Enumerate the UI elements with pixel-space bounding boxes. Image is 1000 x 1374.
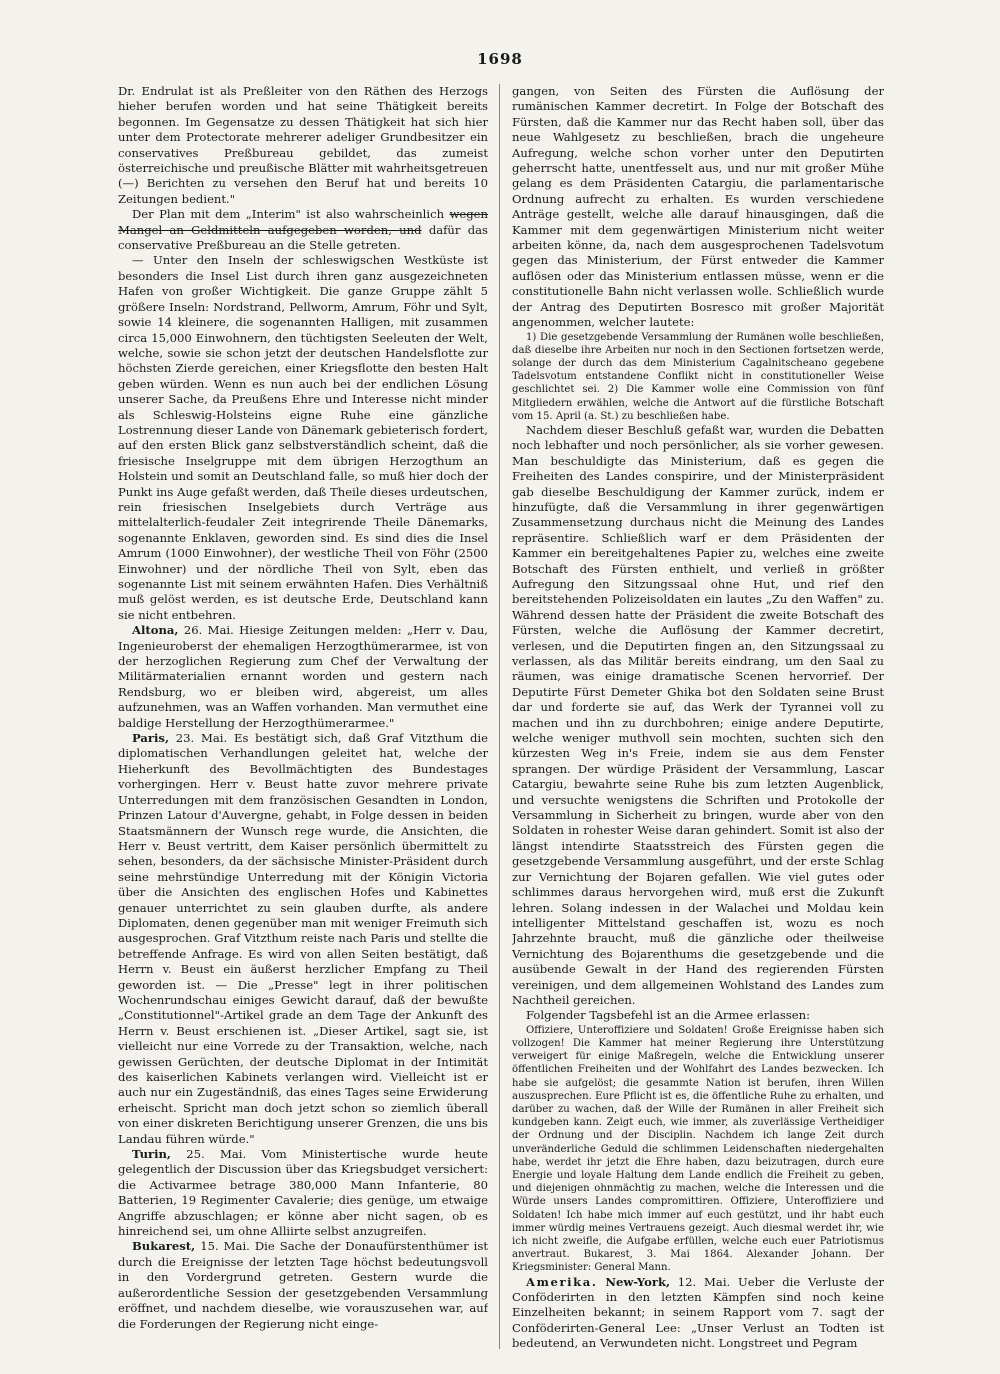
army-order-intro: Folgender Tagsbefehl ist an die Armee erlassen: (526, 1008, 810, 1023)
article-bukarest-continued: gangen, von Seiten des Fürsten die Auflösung der rumänischen Kammer decretirt. In Folge der Botschaft des Fürsten, daß die Kammer nur das Recht haben soll, über das neue Wahlgesetz zu beschließen, brach die ungeheure Aufregung, welche schon vorher unter den Deputirten geherrscht hatte, unentfesselt aus, und nur mit großer Mühe gelang es dem Präsidenten Catargiu, die parlamentarische Ordnung aufrecht zu erhalten. Es wurden verschiedene Anträge gestellt, welche alle darauf hinausgingen, daß die Kammer mit dem gegenwärtigen Ministerium nicht weiter arbeiten könne, da, nach dem ausgesprochenen Tadelsvotum gegen das Ministerium, der Fürst entweder die Kammer auflösen oder das Ministerium entlassen müsse, wenn er die constitutionelle Bahn nicht verlassen wolle. Schließlich wurde der Antrag des Deputirten Bosresco mit großer Majorität angenommen, welcher lautete: (512, 84, 884, 330)
article-bukarest-text: 15. Mai. Die Sache der Donaufürstenthümer ist durch die Ereignisse der letzten Tage höchst bedeutungsvoll in den Vordergrund getreten. Gestern wurde die außerordentliche Session der gesetzgebenden Versammlung eröffnet, und nachdem dieselbe, wie vorauszusehen war, auf die Forderungen der Regierung nicht einge- (118, 1239, 488, 1331)
right-column (512, 84, 884, 1354)
article-altona (118, 623, 488, 731)
dateline-altona: Altona, (132, 623, 179, 638)
dateline-new-york: New-York, (605, 1274, 671, 1289)
column-divider (499, 84, 500, 1349)
article-turin-text: 25. Mai. Vom Ministertische wurde heute gelegentlich der Discussion über das Kriegsbudget versichert: die Activarmee betrage 380,000 Mann Infanterie, 80 Batterien, 19 Regimenter Cavalerie; dies genüge, um etwaige Angriffe abzuschlagen; er könne aber nicht sagen, ob es hinreichend sei, um ohne Alliirte selbst anzugreifen. (118, 1147, 488, 1239)
article-bukarest (118, 1239, 488, 1331)
dateline-bukarest: Bukarest, (132, 1239, 196, 1254)
left-column (118, 84, 488, 1354)
section-amerika: Amerika. (526, 1274, 598, 1289)
article-paris-text: 23. Mai. Es bestätigt sich, daß Graf Vitzthum die diplomatischen Verhandlungen geleitet hat, welche der Hieherkunft des Bevollmächtigten des Bundestages vorhergingen. Herr v. Beust hatte zuvor mehrere private Unterredungen mit dem französischen Gesandten in London, Prinzen Latour d'Auvergne, gehabt, in Folge dessen in beiden Staatsmännern der Wunsch rege wurde, die Ansichten, die Herr v. Beust vertritt, dem Kaiser persönlich übermittelt zu sehen, besonders, da der sächsische Minister-Präsident durch seine mehrstündige Unterredung mit der Königin Victoria über die Ansichten des englischen Hofes und Kabinettes genauer unterrichtet zu sein glauben durfte, als andere Diplomaten, denen gegenüber man mit weniger Freimuth sich ausgesprochen. Graf Vitzthum reiste nach Paris und stellte die betreffende Anfrage. Es wird von allen Seiten bestätigt, daß Herrn v. Beust ein äußerst herzlicher Empfang zu Theil geworden ist. — Die „Presse" legt in ihrer politischen Wochenrundschau einiges Gewicht darauf, daß der bewußte „Constitutionnel"-Artikel grade an dem Tage der Ankunft des Herrn v. Beust erschienen ist. „Dieser Artikel, sagt sie, ist vielleicht nur eine Vorrede zu der Transaktion, welche, nach gewissen Gerüchten, der deutsche Diplomat in der Intimität des kaiserlichen Kabinets verlangen wird. Vielleicht ist er auch nur ein Zugeständniß, das eines Tages seine Erwiderung erheischt. Spricht man doch jetzt schon so ziemlich überall von einer diskreten Berichtigung unserer Grenzen, die uns bis Landau führen würde." (118, 731, 488, 1146)
dateline-turin: Turin, (132, 1147, 171, 1162)
article-altona-text: 26. Mai. Hiesige Zeitungen melden: „Herr v. Dau, Ingenieuroberst der ehemaligen Herzogthümerarmee, ist von der herzoglichen Regierung zum Chef der Verwaltung der Militärmaterialien ernannt worden und gestern nach Rendsburg, wo er bleiben wird, abgereist, um alles aufzunehmen, was an Waffen vorhanden. Man vermuthet eine baldige Herstellung der Herzogthümerarmee." (118, 623, 488, 730)
article-turin (118, 1147, 488, 1239)
dateline-paris: Paris, (132, 731, 169, 746)
article-amerika (512, 1275, 884, 1352)
interim-line-2-struck: wegen Mangel an Geldmitteln aufgegeben worden, und (118, 207, 488, 237)
interim-line-3: dafür das conservative Preßbureau an die Stelle getreten. (118, 222, 488, 253)
article-paris (118, 731, 488, 1147)
article-amerika-text: 12. Mai. Ueber die Verluste der Conföderirten in den letzten Kämpfen sind noch keine Einzelheiten bekannt; in seinem Rapport vom 7. sagt der Conföderirten-General Lee: „Unser Verlust an Todten ist bedeutend, an Verwundeten nicht. Longstreet und Pegram (512, 1274, 884, 1351)
article-inseln: — Unter den Inseln der schleswigschen Westküste ist besonders die Insel List durch ihren ganz ausgezeichneten Hafen von großer Wichtigkeit. Die ganze Gruppe zählt 5 größere Inseln: Nordstrand, Pellworm, Amrum, Föhr und Sylt, sowie 14 kleinere, die sogenannten Halligen, mit zusammen circa 15,000 Einwohnern, den tüchtigsten Seeleuten der Welt, welche, sowie sie schon jetzt der deutschen Handelsflotte zur höchsten Zierde gereichen, einer Kriegsflotte den besten Halt geben würden. Wenn es nun auch bei der endlichen Lösung unserer Sache, da Preußens Ehre und Interesse nicht minder als Schleswig-Holsteins eigne Ruhe eine gänzliche Lostrennung dieser Lande von Dänemark gebieterisch fordert, auf den ersten Blick ganz selbstverständlich scheint, daß die friesische Inselgruppe mit dem übrigen Herzogthum an Holstein und somit an Deutschland falle, so muß hier doch der Punkt ins Auge gefaßt werden, daß Theile dieses urdeutschen, rein friesischen Inselgebiets durch Verträge aus mittelalterlich-feudaler Zeit integrirende Theile Dänemarks, sogenannte Enklaven, geworden sind. Es sind dies die Insel Amrum (1000 Einwohner), der westliche Theil von Föhr (2500 Einwohner) und der nördliche Theil von Sylt, eben das sogenannte List mit seinem erwähnten Hafen. Dies Verhältniß muß gelöst werden, es ist deutsche Erde, Deutschland kann sie nicht entbehren. (118, 253, 488, 622)
article-preßbureau: Dr. Endrulat ist als Preßleiter von den Räthen des Herzogs hieher berufen worden und hat seine Thätigkeit bereits begonnen. Im Gegensatze zu dessen Thätigkeit hat sich hier unter dem Protectorate mehrerer adeliger Grundbesitzer ein conservatives Preßbureau gebildet, das zumeist österreichische und preußische Blätter mit wahrheitsgetreuen (—) Berichten zu versehen den Beruf hat und bereits 10 Zeitungen bedient." (118, 84, 488, 206)
article-bukarest-debate: Nachdem dieser Beschluß gefaßt war, wurden die Debatten noch lebhafter und noch persönlicher, als sie vorher gewesen. Man beschuldigte das Ministerium, daß es gegen die Freiheiten des Landes conspirire, und der Ministerpräsident gab dieselbe Beschuldigung der Kammer zurück, indem er hinzufügte, daß die Versammlung in ihrer gegenwärtigen Zusammensetzung durchaus nicht die Meinung des Landes repräsentire. Schließlich warf er dem Präsidenten der Kammer ein bereitgehaltenes Papier zu, welches eine zweite Botschaft des Fürsten enthielt, und verließ in größter Aufregung den Sitzungssaal ohne Hut, und rief den bereitstehenden Polizeisoldaten ein lautes „Zu den Waffen" zu. Während dessen hatte der Präsident die zweite Botschaft des Fürsten, welche die Auflösung der Kammer decretirt, verlesen, und die Deputirten fingen an, den Sitzungssaal zu verlassen, als das Militär bereits eindrang, um den Saal zu räumen, was einige dramatische Scenen hervorrief. Der Deputirte Fürst Demeter Ghika bot den Soldaten seine Brust dar und forderte sie auf, das Werk der Tyrannei voll zu machen und ihn zu durchbohren; einige andere Deputirte, welche weniger muthvoll sein mochten, suchten sich den kürzesten Weg in's Freie, indem sie aus dem Fenster sprangen. Der würdige Präsident der Versammlung, Lascar Catargiu, bewahrte seine Ruhe bis zum letzten Augenblick, und versuchte wenigstens die Schriften und Protokolle der Versammlung in Sicherheit zu bringen, wurde aber von den Soldaten in rohester Weise daran gehindert. Somit ist also der längst intendirte Staatsstreich des Fürsten gegen die gesetzgebende Versammlung ausgeführt, und der erste Schlag zur Vernichtung der Bojaren gefallen. Wie viel gutes oder schlimmes daraus hervorgehen wird, muß erst die Zukunft lehren. Solang indessen in der Walachei und Moldau kein intelligenter Mittelstand geschaffen ist, wozu es noch Jahrzehnte braucht, muß die gänzliche oder theilweise Vernichtung des Bojarenthums die gesetzgebende und die ausübende Gewalt in der Hand des regierenden Fürsten vereinigen, und dem allgemeinen Wohlstand des Landes zum Nachtheil gereichen. (512, 422, 884, 1007)
paragraph-interim (118, 207, 488, 253)
army-order-text: Offiziere, Unteroffiziere und Soldaten! Große Ereignisse haben sich vollzogen! Die Kammer hat meiner Regierung ihre Unterstützung verweigert für einige Maßregeln, welche die Entwicklung unserer öffentlichen Freiheiten und der Wohlfahrt des Landes bezwecken. Ich habe sie aufgelöst; die gesammte Nation ist berufen, ihren Willen auszusprechen. Eure Pflicht ist es, die öffentliche Ruhe zu erhalten, und darüber zu wachen, daß der Wille der Rumänen in aller Freiheit sich kundgeben kann. Zeigt euch, wie immer, als zuverlässige Vertheidiger der Ordnung und der Disciplin. Nachdem ich lange Zeit durch unveränderliche Geduld die schlimmen Leidenschaften niedergehalten habe, werdet ihr jetzt die Ehre haben, dazu beizutragen, durch eure Energie und loyale Haltung dem Lande endlich die Freiheit zu geben, und diejenigen ohnmächtig zu machen, welche die Interessen und die Würde unsers Landes compromittiren. Offiziere, Unteroffiziere und Soldaten! Ich habe mich immer auf euch gestützt, und ihr habt euch immer würdig meines Vertrauens gezeigt. Auch diesmal werdet ihr, wie ich nicht zweifle, die Aufgabe erfüllen, welche euch euer Patriotismus anvertraut. Bukarest, 3. Mai 1864. Alexander Johann. Der Kriegsminister: General Mann. (512, 1024, 884, 1274)
page-number: 1698 (477, 50, 523, 68)
resolution-quote: 1) Die gesetzgebende Versammlung der Rumänen wolle beschließen, daß dieselbe ihre Arbeiten nur noch in den Sectionen fortsetzen werde, solange der durch das dem Ministerium Cagalnitscheano gegebene Tadelsvotum entstandene Conflikt nicht in constitutioneller Weise geschlichtet sei. 2) Die Kammer wolle eine Commission von fünf Mitgliedern erwählen, welche die Antwort auf die fürstliche Botschaft vom 15. April (a. St.) zu beschließen habe. (512, 331, 884, 422)
interim-line-1: Der Plan mit dem „Interim" ist also wahrscheinlich (132, 207, 445, 222)
